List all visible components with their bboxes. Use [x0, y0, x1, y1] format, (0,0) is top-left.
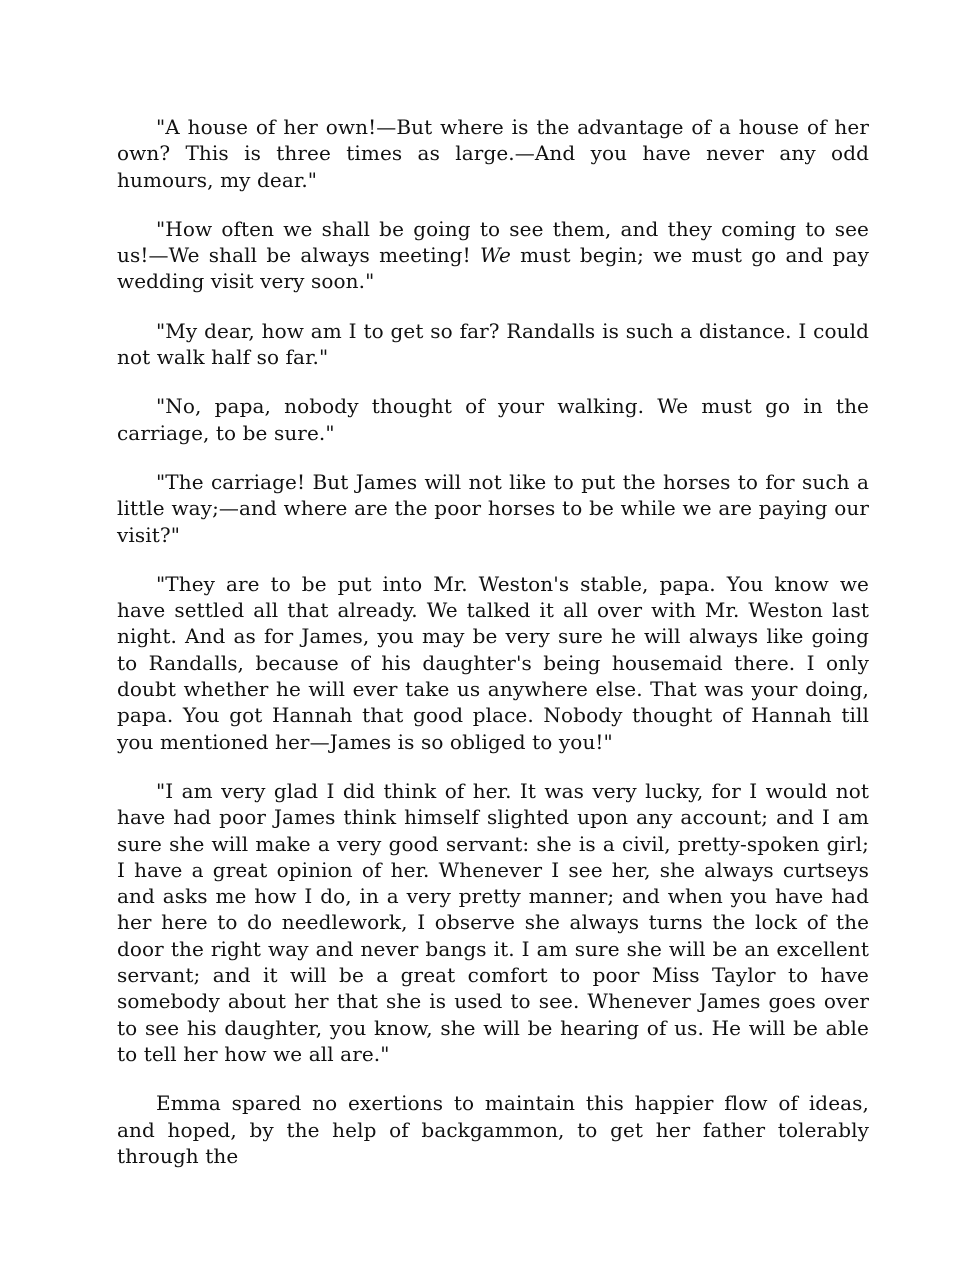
paragraph-2-text-after: must begin; we must go and pay wedding visit very soon."	[117, 243, 869, 294]
paragraph-4: "No, papa, nobody thought of your walking. We must go in the carriage, to be sure."	[117, 394, 869, 445]
paragraph-8: Emma spared no exertions to maintain this happier flow of ideas, and hoped, by the help of backgammon, to get her father tolerably through the	[117, 1091, 869, 1168]
paragraph-7: "I am very glad I did think of her. It was very lucky, for I would not have had poor James think himself slighted upon any account; and I am sure she will make a very good servant: she is a civil, pretty-spoken girl; I have a great opinion of her. Whenever I see her, she always curtseys and asks me how I do, in a very pretty manner; and when you have had her here to do needlework, I observe she always turns the lock of the door the right way and never bangs it. I am sure she will be an excellent servant; and it will be a great comfort to poor Miss Taylor to have somebody about her that she is used to see. Whenever James goes over to see his daughter, you know, she will be hearing of us. He will be able to tell her how we all are."	[117, 778, 869, 1066]
paragraph-5: "The carriage! But James will not like to put the horses to for such a little way;—and where are the poor horses to be while we are paying our visit?"	[117, 469, 869, 547]
paragraph-3: "My dear, how am I to get so far? Randalls is such a distance. I could not walk half so far."	[117, 318, 869, 370]
document-page	[117, 114, 869, 1192]
paragraph-2-text-before: "How often we shall be going to see them, and they coming to see us!—We shall be always meeting!	[117, 216, 869, 268]
paragraph-2-emphasis: We	[479, 243, 511, 268]
paragraph-1: "A house of her own!—But where is the advantage of a house of her own? This is three times as large.—And you have never any odd humours, my dear."	[117, 115, 869, 192]
paragraph-6: "They are to be put into Mr. Weston's stable, papa. You know we have settled all that already. We talked it all over with Mr. Weston last night. And as for James, you may be very sure he will always like going to Randalls, because of his daughter's being housemaid there. I only doubt whether he will ever take us anywhere else. That was your doing, papa. You got Hannah that good place. Nobody thought of Hannah till you mentioned her—James is so obliged to you!"	[117, 571, 869, 754]
paragraph-2	[117, 216, 869, 295]
